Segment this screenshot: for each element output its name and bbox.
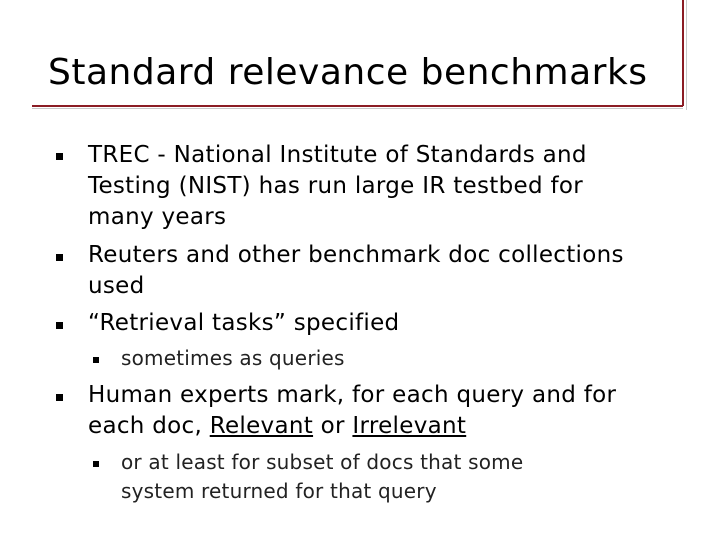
bullet-retrieval bbox=[88, 308, 399, 339]
title-underline-shadow bbox=[32, 108, 683, 109]
slide-title: Standard relevance benchmarks bbox=[48, 52, 648, 93]
bullet-trec bbox=[88, 140, 587, 233]
sub-bullet-marker-queries bbox=[93, 357, 99, 363]
title-underline bbox=[32, 105, 683, 107]
bullet-retrieval-line-1: “Retrieval tasks” specified bbox=[88, 310, 400, 336]
sub-bullet-queries: sometimes as queries bbox=[121, 346, 345, 370]
bullet-marker-reuters bbox=[56, 254, 63, 261]
bullet-reuters-line-1: Reuters and other benchmark doc collections bbox=[88, 242, 624, 268]
bullet-reuters bbox=[88, 240, 624, 302]
relevant-term: Relevant bbox=[209, 413, 314, 439]
bullet-trec-line-3: many years bbox=[88, 204, 227, 230]
bullet-human bbox=[88, 380, 616, 442]
sub-bullet-subset-line-2: system returned for that query bbox=[121, 479, 437, 503]
irrelevant-term: Irrelevant bbox=[352, 413, 467, 439]
bullet-human-line-2 bbox=[88, 411, 616, 442]
or-word: or bbox=[313, 413, 353, 439]
bullet-trec-line-2: Testing (NIST) has run large IR testbed for bbox=[88, 173, 583, 199]
bullet-marker-retrieval bbox=[56, 322, 63, 329]
bullet-marker-trec bbox=[56, 153, 63, 160]
sub-bullet-marker-subset bbox=[93, 461, 99, 467]
title-side-rule-shadow bbox=[686, 0, 687, 110]
title-side-rule bbox=[682, 0, 684, 106]
bullet-reuters-line-2: used bbox=[88, 273, 145, 299]
sub-bullet-subset-line-1: or at least for subset of docs that some bbox=[121, 450, 524, 474]
bullet-trec-line-1: TREC - National Institute of Standards and bbox=[88, 142, 587, 168]
bullet-human-line-2-prefix: each doc, bbox=[88, 413, 210, 439]
sub-bullet-subset bbox=[121, 448, 523, 506]
bullet-marker-human bbox=[56, 394, 63, 401]
bullet-human-line-1: Human experts mark, for each query and for bbox=[88, 382, 617, 408]
